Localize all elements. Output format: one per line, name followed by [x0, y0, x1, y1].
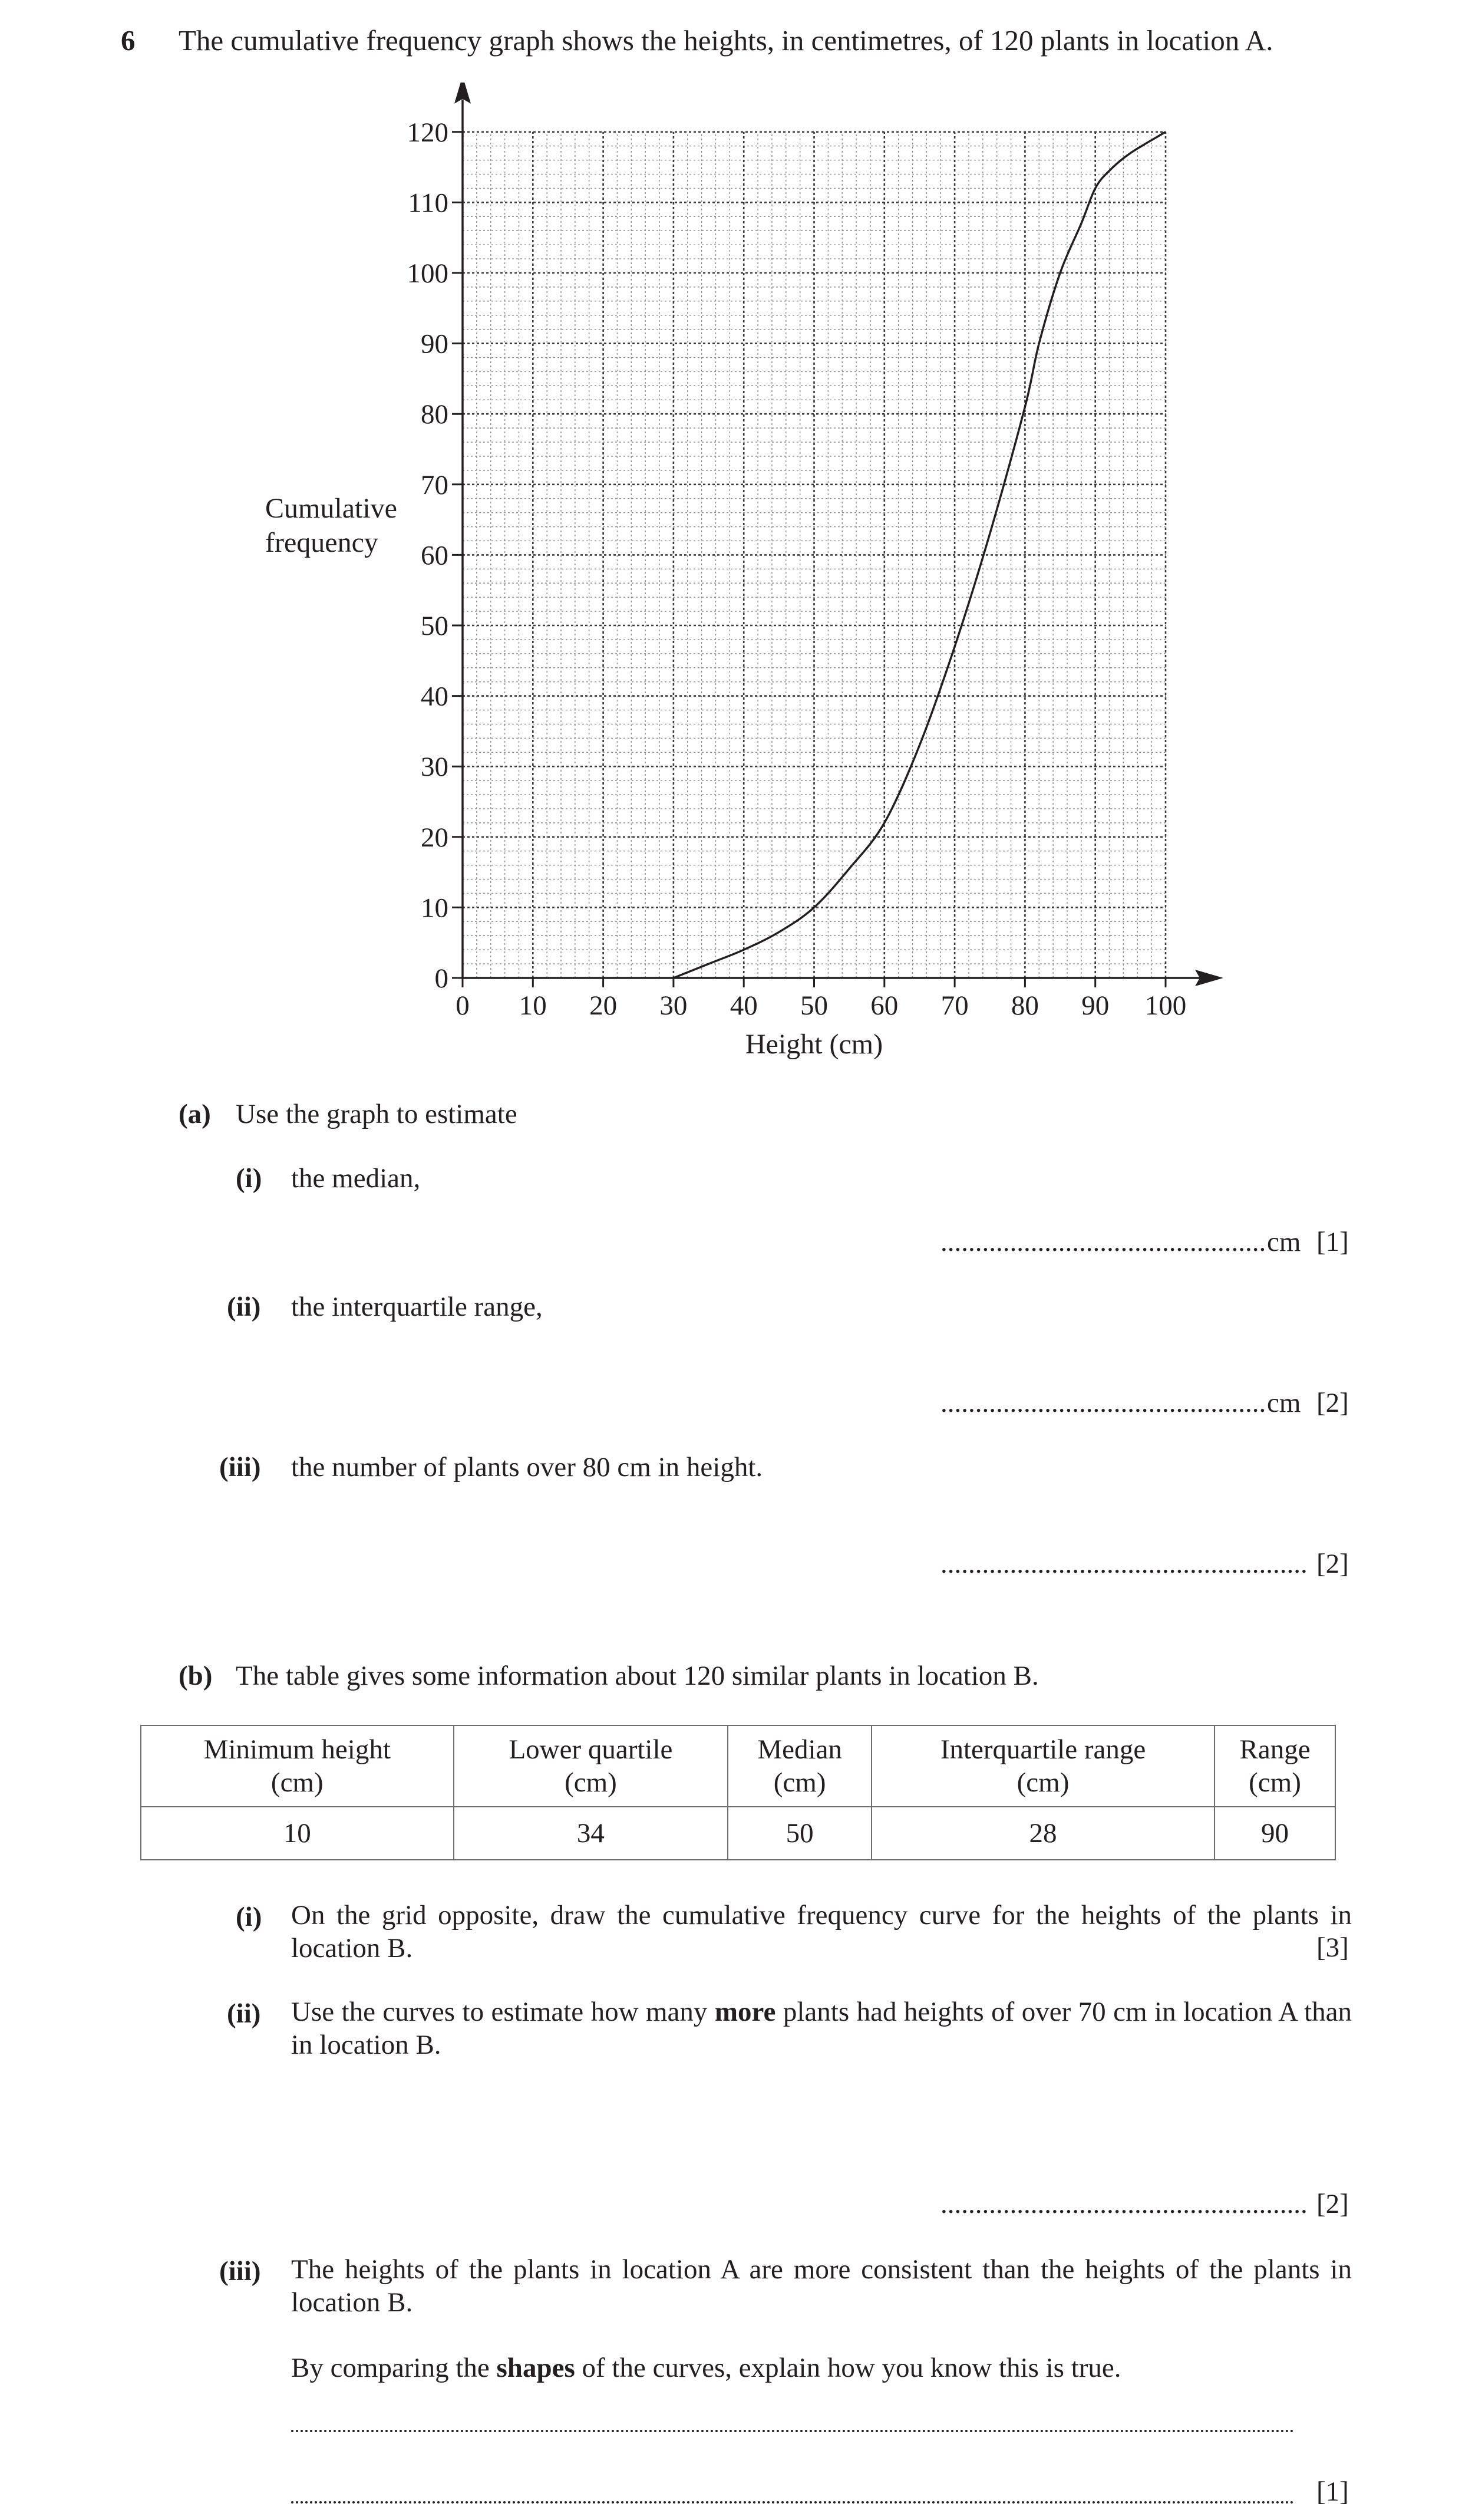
y-tick-label: 60 — [421, 540, 448, 571]
marks-b-iii: [1] — [1316, 2476, 1349, 2507]
x-tick-label: 70 — [940, 990, 969, 1021]
y-tick-label: 50 — [421, 611, 448, 641]
table-cell-min-height: 10 — [141, 1807, 454, 1860]
table-cell-median: 50 — [728, 1807, 872, 1860]
answer-line-a-iii[interactable]: ..................................................... — [940, 1549, 1308, 1579]
y-tick-label: 20 — [421, 822, 448, 853]
marks-a-i: [1] — [1316, 1227, 1349, 1257]
x-tick-label: 80 — [1011, 990, 1039, 1021]
x-axis-title: Height (cm) — [745, 1029, 883, 1060]
cumulative-frequency-chart — [247, 83, 1249, 1061]
part-b-iii-label: (iii) — [219, 2256, 261, 2287]
marks-b-ii: [2] — [1316, 2189, 1349, 2219]
part-b-label: (b) — [179, 1661, 213, 1691]
y-tick-label: 110 — [408, 187, 448, 219]
table-header-median: Median (cm) — [728, 1725, 872, 1807]
y-tick-label: 120 — [407, 117, 448, 148]
y-tick-label: 40 — [421, 681, 448, 712]
question-number: 6 — [121, 24, 136, 57]
part-b-ii-label: (ii) — [227, 1998, 261, 2029]
part-a-label: (a) — [179, 1099, 211, 1129]
question-stem: The cumulative frequency graph shows the heights, in centimetres, of 120 plants in location A. — [179, 24, 1273, 57]
part-a-text: Use the graph to estimate — [236, 1099, 517, 1129]
x-tick-label: 50 — [800, 990, 828, 1021]
y-tick-label: 100 — [407, 258, 448, 289]
part-b-i-label: (i) — [236, 1902, 262, 1932]
table-header-min-height: Minimum height (cm) — [141, 1725, 454, 1807]
table-header-iqr: Interquartile range (cm) — [872, 1725, 1215, 1807]
answer-line-a-ii[interactable]: ............................................... — [940, 1388, 1266, 1418]
x-tick-label: 10 — [519, 990, 547, 1021]
x-tick-label: 90 — [1081, 990, 1110, 1021]
table-header-range: Range (cm) — [1215, 1725, 1335, 1807]
part-a-ii-text: the interquartile range, — [291, 1292, 543, 1322]
x-tick-label: 40 — [730, 990, 758, 1021]
y-tick-label: 10 — [421, 892, 448, 924]
table-cell-lower-quartile: 34 — [454, 1807, 728, 1860]
x-tick-label: 0 — [456, 990, 470, 1021]
part-a-ii-label: (ii) — [227, 1292, 261, 1322]
y-tick-label: 30 — [421, 752, 448, 783]
y-tick-label: 80 — [421, 399, 448, 430]
part-b-text: The table gives some information about 120 similar plants in location B. — [236, 1661, 1039, 1691]
y-tick-label: 70 — [421, 469, 448, 500]
table-header-lower-quartile: Lower quartile (cm) — [454, 1725, 728, 1807]
y-tick-label: 90 — [421, 328, 448, 360]
part-a-i-text: the median, — [291, 1163, 421, 1194]
part-b-iii-prompt: By comparing the shapes of the curves, explain how you know this is true. — [291, 2353, 1121, 2383]
part-b-ii-text: Use the curves to estimate how many more plants had heights of over 70 cm in location A than in location B. — [291, 1997, 1352, 2060]
part-a-i-label: (i) — [236, 1163, 262, 1194]
part-a-iii-label: (iii) — [219, 1452, 261, 1483]
marks-b-i: [3] — [1316, 1932, 1349, 1963]
explanation-line-1[interactable] — [291, 2430, 1294, 2432]
marks-a-iii: [2] — [1316, 1549, 1349, 1579]
marks-a-ii: [2] — [1316, 1388, 1349, 1418]
part-a-iii-text: the number of plants over 80 cm in height. — [291, 1452, 763, 1483]
part-b-i-text: On the grid opposite, draw the cumulative frequency curve for the heights of the plants in location B. — [291, 1900, 1352, 1964]
y-axis-label-line2: frequency — [265, 527, 378, 558]
table-cell-iqr: 28 — [872, 1807, 1215, 1860]
explanation-line-2[interactable] — [291, 2501, 1294, 2503]
answer-line-b-ii[interactable]: ..................................................... — [940, 2189, 1308, 2219]
x-tick-label: 20 — [589, 990, 618, 1021]
x-tick-label: 30 — [659, 990, 688, 1021]
answer-line-a-i[interactable]: ............................................... — [940, 1227, 1266, 1257]
x-tick-label: 60 — [870, 990, 899, 1021]
part-b-iii-text: The heights of the plants in location A are more consistent than the heights of the plants in location B. — [291, 2254, 1352, 2318]
y-axis-label-line1: Cumulative — [265, 493, 397, 524]
y-tick-label: 0 — [434, 963, 448, 994]
unit-a-i: cm — [1267, 1227, 1301, 1257]
x-tick-label: 100 — [1144, 990, 1187, 1021]
table-cell-range: 90 — [1215, 1807, 1335, 1860]
unit-a-ii: cm — [1267, 1388, 1301, 1418]
location-b-table — [140, 1725, 1336, 1860]
